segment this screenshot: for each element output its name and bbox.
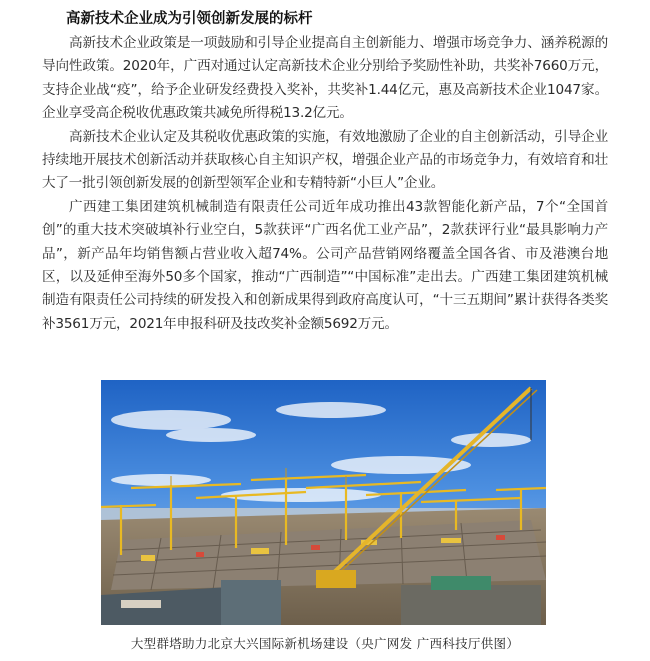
section-heading: 高新技术企业成为引领创新发展的标杆 (66, 11, 313, 27)
article (42, 8, 608, 336)
construction-site-photo (101, 380, 546, 625)
photo-caption: 大型群塔助力北京大兴国际新机场建设（央广网发 广西科技厅供图） (130, 636, 520, 651)
paragraph-policy: 高新技术企业政策是一项鼓励和引导企业提高自主创新能力、增强市场竞争力、涵养税源的导向性政策。2020年，广西对通过认定高新技术企业分别给予奖励性补助，共奖补7660万元，支持企业战“疫”，给予企业研发经费投入奖补，共奖补1.44亿元，惠及高新技术企业1047家。企业享受高企税收优惠政策共减免所得税13.2亿元。 (42, 35, 608, 122)
paragraph-company: 广西建工集团建筑机械制造有限责任公司近年成功推出43款智能化新产品，7个“全国首创”的重大技术突破填补行业空白，5款获评“广西名优工业产品”，2款获评行业“最具影响力产品”，新产品年均销售额占营业收入超74%。公司产品营销网络覆盖全国各省、市及港澳台地区，以及延伸至海外50多个国家，推动“广西制造”“中国标准”走出去。广西建工集团建筑机械制造有限责任公司持续的研发投入和创新成果得到政府高度认可，“十三五期间”累计获得各类奖补3561万元，2021年申报科研及技改奖补金额5692万元。 (42, 198, 608, 332)
paragraph-incentive: 高新技术企业认定及其税收优惠政策的实施，有效地激励了企业的自主创新活动，引导企业持续地开展技术创新活动并获取核心自主知识产权，增强企业产品的市场竞争力，有效培育和壮大了一批引领创新发展的创新型领军企业和专精特新“小巨人”企业。 (42, 128, 608, 192)
